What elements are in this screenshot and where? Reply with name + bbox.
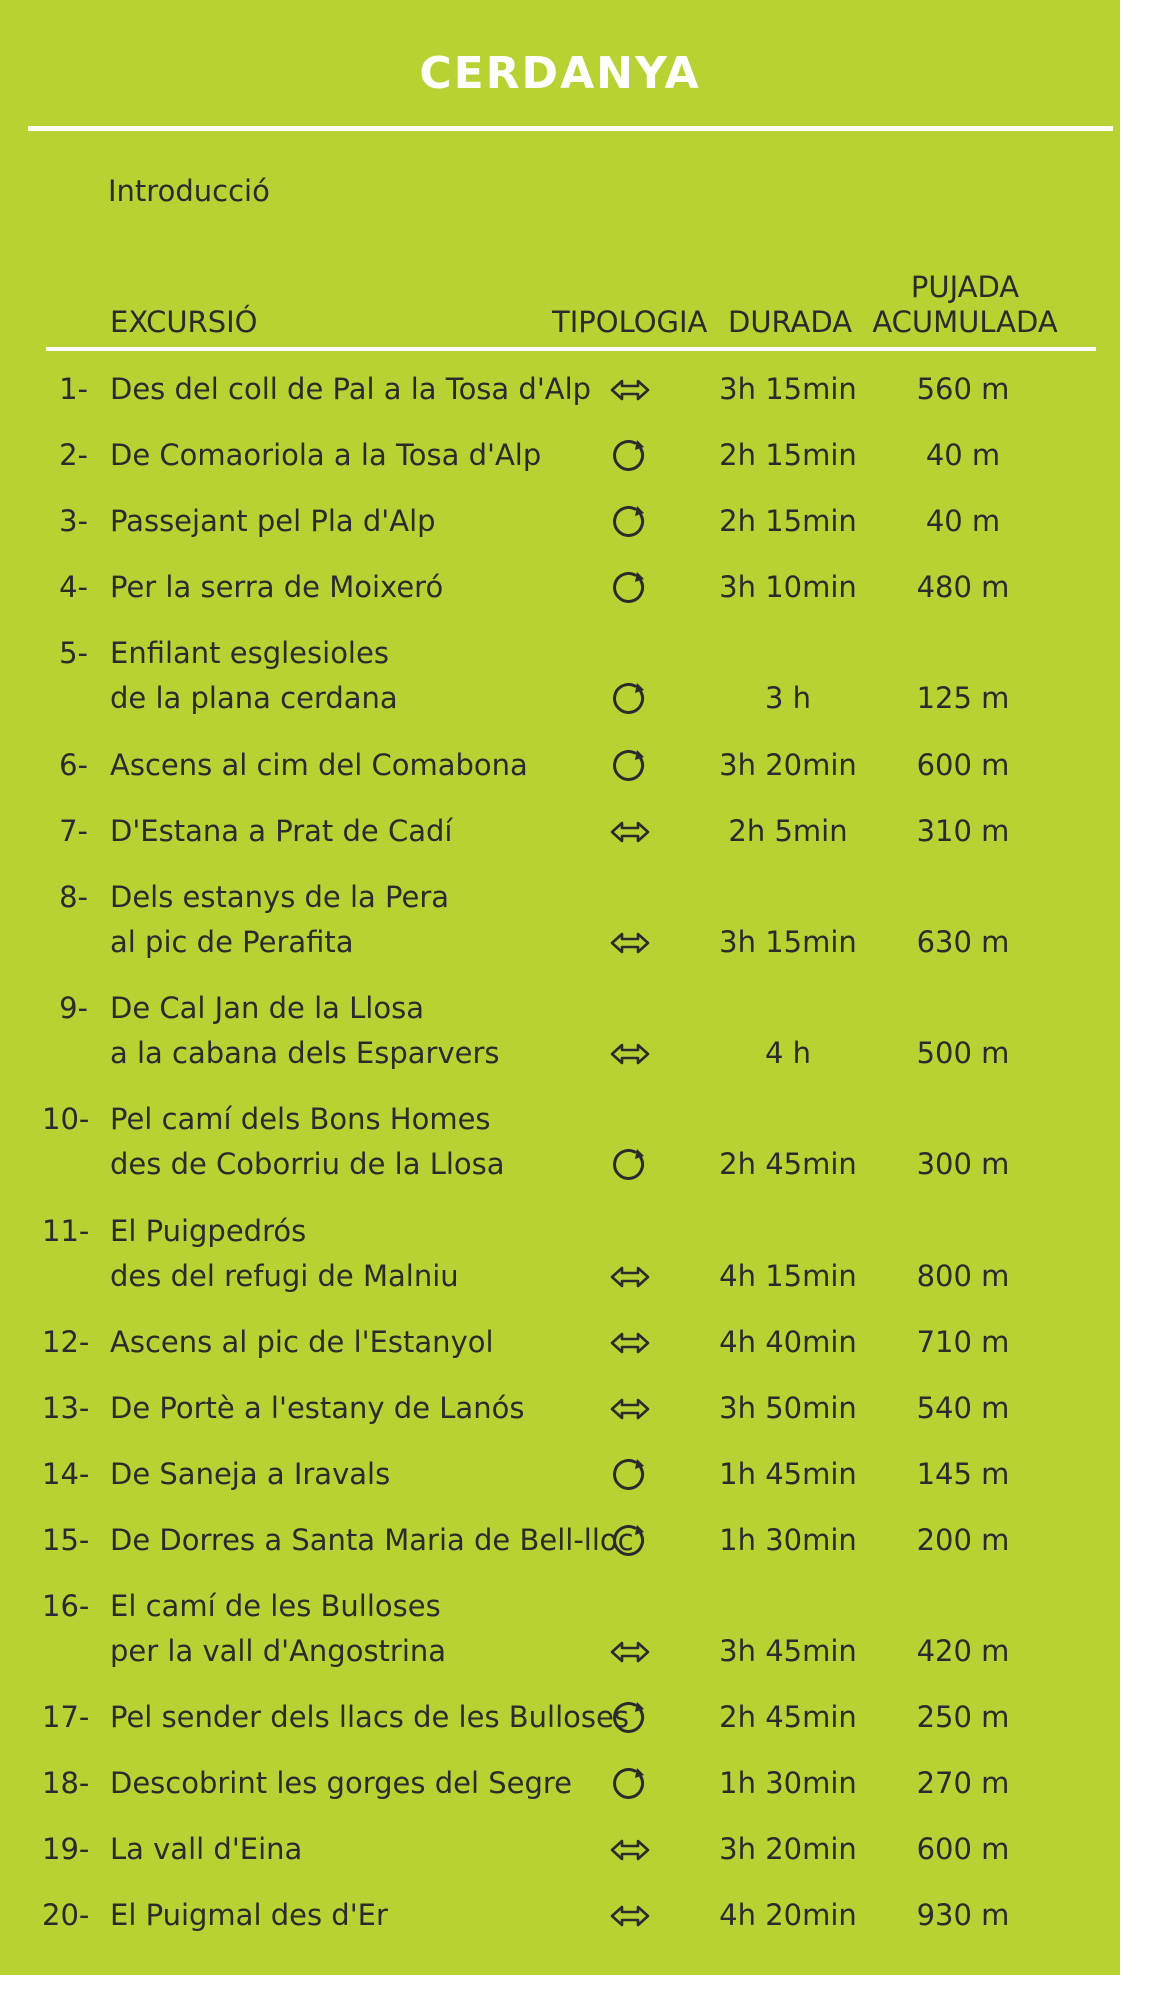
round-trip-arrow-icon xyxy=(608,1257,652,1297)
header-excursio: EXCURSIÓ xyxy=(110,305,258,339)
duration-value: 3h 15min xyxy=(719,372,857,406)
ascent-value: 540 m xyxy=(916,1391,1010,1425)
intro-link[interactable]: Introducció xyxy=(108,174,270,208)
ascent-value: 250 m xyxy=(916,1700,1010,1734)
circular-route-icon xyxy=(608,1521,652,1561)
excursion-name: De Cal Jan de la Llosa xyxy=(110,991,424,1025)
duration-value: 1h 45min xyxy=(719,1457,857,1491)
header-durada: DURADA xyxy=(728,305,853,339)
round-trip-arrow-icon xyxy=(608,1632,652,1672)
circular-route-icon xyxy=(608,679,652,719)
excursion-name: De Dorres a Santa Maria de Bell-lloc xyxy=(110,1523,634,1557)
excursion-number: 9- xyxy=(59,991,88,1025)
excursion-name: Des del coll de Pal a la Tosa d'Alp xyxy=(110,372,592,406)
circular-route-icon xyxy=(608,436,652,476)
header-acumulada: ACUMULADA xyxy=(872,305,1058,339)
excursion-name: Dels estanys de la Pera xyxy=(110,880,450,914)
duration-value: 3h 15min xyxy=(719,925,857,959)
duration-value: 4 h xyxy=(764,1036,812,1070)
excursion-name-line2: per la vall d'Angostrina xyxy=(110,1634,447,1668)
duration-value: 1h 30min xyxy=(719,1766,857,1800)
round-trip-arrow-icon xyxy=(608,370,652,410)
excursion-number: 17- xyxy=(42,1700,90,1734)
circular-route-icon xyxy=(608,1698,652,1738)
excursion-name: La vall d'Eina xyxy=(110,1832,303,1866)
excursion-number: 10- xyxy=(42,1102,90,1136)
excursion-number: 7- xyxy=(59,814,88,848)
round-trip-arrow-icon xyxy=(608,923,652,963)
excursion-number: 2- xyxy=(59,438,88,472)
ascent-value: 500 m xyxy=(916,1036,1010,1070)
excursion-name: De Saneja a Iravals xyxy=(110,1457,391,1491)
excursion-number: 18- xyxy=(42,1766,90,1800)
round-trip-arrow-icon xyxy=(608,1323,652,1363)
excursion-number: 13- xyxy=(42,1391,90,1425)
excursion-number: 8- xyxy=(59,880,88,914)
duration-value: 2h 15min xyxy=(719,438,857,472)
round-trip-arrow-icon xyxy=(608,1896,652,1936)
ascent-value: 145 m xyxy=(916,1457,1010,1491)
round-trip-arrow-icon xyxy=(608,1830,652,1870)
excursion-name: El Puigmal des d'Er xyxy=(110,1898,388,1932)
excursion-number: 1- xyxy=(59,372,88,406)
ascent-value: 40 m xyxy=(925,438,1001,472)
circular-route-icon xyxy=(608,1145,652,1185)
excursion-number: 11- xyxy=(42,1214,90,1248)
ascent-value: 600 m xyxy=(916,1832,1010,1866)
ascent-value: 600 m xyxy=(916,748,1010,782)
header-tipologia: TIPOLOGIA xyxy=(552,305,708,339)
excursion-name: Pel camí dels Bons Homes xyxy=(110,1102,491,1136)
duration-value: 4h 20min xyxy=(719,1898,857,1932)
excursion-number: 5- xyxy=(59,636,88,670)
circular-route-icon xyxy=(608,746,652,786)
excursion-name: D'Estana a Prat de Cadí xyxy=(110,814,453,848)
excursion-number: 12- xyxy=(42,1325,90,1359)
ascent-value: 800 m xyxy=(916,1259,1010,1293)
excursion-name-line2: a la cabana dels Esparvers xyxy=(110,1036,500,1070)
duration-value: 2h 45min xyxy=(719,1700,857,1734)
round-trip-arrow-icon xyxy=(608,1389,652,1429)
circular-route-icon xyxy=(608,1455,652,1495)
excursion-number: 19- xyxy=(42,1832,90,1866)
excursion-name: De Comaoriola a la Tosa d'Alp xyxy=(110,438,542,472)
ascent-value: 200 m xyxy=(916,1523,1010,1557)
page-title: CERDANYA xyxy=(419,48,701,99)
round-trip-arrow-icon xyxy=(608,1034,652,1074)
duration-value: 1h 30min xyxy=(719,1523,857,1557)
duration-value: 4h 15min xyxy=(719,1259,857,1293)
duration-value: 4h 40min xyxy=(719,1325,857,1359)
duration-value: 2h 5min xyxy=(728,814,848,848)
round-trip-arrow-icon xyxy=(608,812,652,852)
excursion-name: Descobrint les gorges del Segre xyxy=(110,1766,573,1800)
duration-value: 3h 20min xyxy=(719,1832,857,1866)
circular-route-icon xyxy=(608,502,652,542)
duration-value: 3h 10min xyxy=(719,570,857,604)
excursion-number: 14- xyxy=(42,1457,90,1491)
circular-route-icon xyxy=(608,1764,652,1804)
ascent-value: 310 m xyxy=(916,814,1010,848)
duration-value: 3h 50min xyxy=(719,1391,857,1425)
ascent-value: 480 m xyxy=(916,570,1010,604)
excursion-name-line2: des del refugi de Malniu xyxy=(110,1259,459,1293)
circular-route-icon xyxy=(608,568,652,608)
excursion-number: 20- xyxy=(42,1898,90,1932)
excursion-name: El Puigpedrós xyxy=(110,1214,307,1248)
excursion-name: El camí de les Bulloses xyxy=(110,1589,441,1623)
excursion-name: Ascens al pic de l'Estanyol xyxy=(110,1325,494,1359)
excursion-name: Passejant pel Pla d'Alp xyxy=(110,504,436,538)
duration-value: 2h 15min xyxy=(719,504,857,538)
duration-value: 3h 20min xyxy=(719,748,857,782)
ascent-value: 930 m xyxy=(916,1898,1010,1932)
duration-value: 2h 45min xyxy=(719,1147,857,1181)
ascent-value: 710 m xyxy=(916,1325,1010,1359)
title-divider xyxy=(28,126,1113,131)
header-pujada: PUJADA xyxy=(910,270,1020,304)
excursion-name: De Portè a l'estany de Lanós xyxy=(110,1391,525,1425)
excursion-name: Ascens al cim del Comabona xyxy=(110,748,528,782)
ascent-value: 420 m xyxy=(916,1634,1010,1668)
header-divider xyxy=(46,347,1096,351)
excursion-name: Enfilant esglesioles xyxy=(110,636,389,670)
ascent-value: 300 m xyxy=(916,1147,1010,1181)
ascent-value: 270 m xyxy=(916,1766,1010,1800)
ascent-value: 630 m xyxy=(916,925,1010,959)
excursion-number: 4- xyxy=(59,570,88,604)
excursion-name-line2: de la plana cerdana xyxy=(110,681,398,715)
excursion-name-line2: des de Coborriu de la Llosa xyxy=(110,1147,505,1181)
excursion-number: 6- xyxy=(59,748,88,782)
excursion-name-line2: al pic de Perafita xyxy=(110,925,354,959)
ascent-value: 560 m xyxy=(916,372,1010,406)
duration-value: 3h 45min xyxy=(719,1634,857,1668)
excursion-name: Per la serra de Moixeró xyxy=(110,570,444,604)
excursion-number: 3- xyxy=(59,504,88,538)
excursion-number: 16- xyxy=(42,1589,90,1623)
excursion-number: 15- xyxy=(42,1523,90,1557)
ascent-value: 40 m xyxy=(925,504,1001,538)
duration-value: 3 h xyxy=(764,681,812,715)
ascent-value: 125 m xyxy=(916,681,1010,715)
excursion-name: Pel sender dels llacs de les Bulloses xyxy=(110,1700,629,1734)
